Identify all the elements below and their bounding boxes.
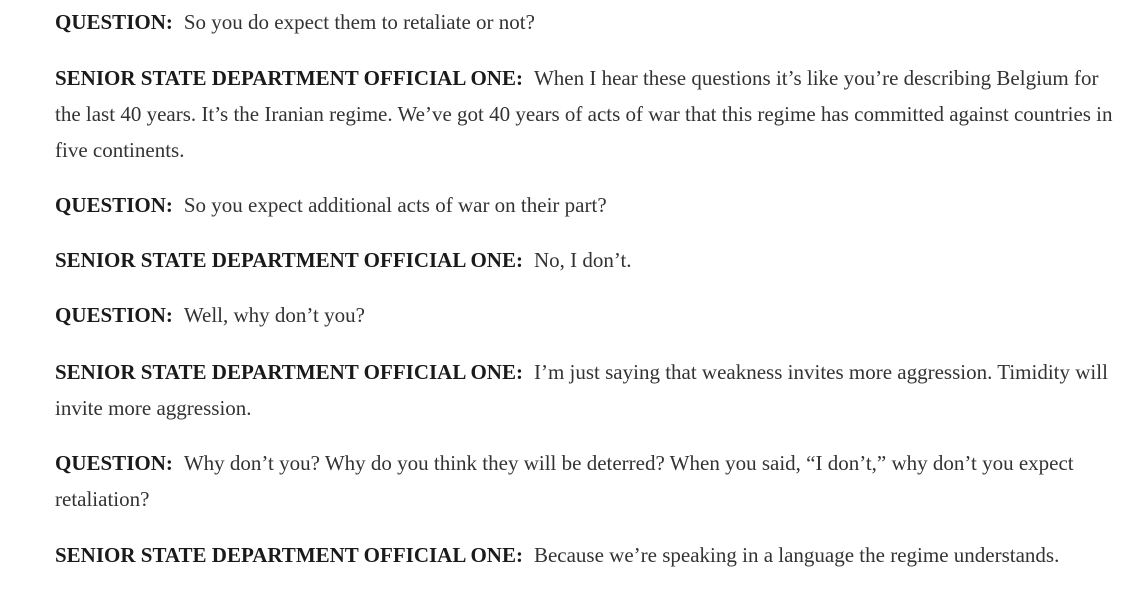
- exchange-text: Well, why don’t you?: [183, 303, 365, 327]
- exchange-answer-3: [55, 354, 1115, 426]
- exchange-text: So you do expect them to retaliate or not?: [183, 10, 535, 34]
- exchange-text: No, I don’t.: [533, 248, 632, 272]
- speaker-label: SENIOR STATE DEPARTMENT OFFICIAL ONE:: [55, 543, 523, 567]
- speaker-label: SENIOR STATE DEPARTMENT OFFICIAL ONE:: [55, 248, 523, 272]
- exchange-question-1: [55, 4, 1115, 40]
- exchange-text: I’m just saying that weakness invites more aggression. Timidity will invite more aggression.: [55, 360, 1108, 420]
- speaker-label: QUESTION:: [55, 451, 173, 475]
- exchange-question-4: [55, 445, 1115, 517]
- exchange-text: Because we’re speaking in a language the regime understands.: [533, 543, 1060, 567]
- exchange-text: So you expect additional acts of war on their part?: [183, 193, 607, 217]
- speaker-label: QUESTION:: [55, 303, 173, 327]
- exchange-text: When I hear these questions it’s like you’re describing Belgium for the last 40 years. It’s the Iranian regime. We’ve got 40 years of acts of war that this regime has committed against countries in five continents.: [55, 66, 1113, 162]
- exchange-text: Why don’t you? Why do you think they will be deterred? When you said, “I don’t,” why don’t you expect retaliation?: [55, 451, 1074, 511]
- speaker-label: SENIOR STATE DEPARTMENT OFFICIAL ONE:: [55, 66, 523, 90]
- speaker-label: SENIOR STATE DEPARTMENT OFFICIAL ONE:: [55, 360, 523, 384]
- exchange-answer-2: [55, 242, 1115, 278]
- exchange-question-2: [55, 187, 1115, 223]
- speaker-label: QUESTION:: [55, 193, 173, 217]
- exchange-answer-1: [55, 60, 1115, 168]
- exchange-answer-4: [55, 537, 1115, 573]
- speaker-label: QUESTION:: [55, 10, 173, 34]
- exchange-question-3: [55, 297, 1115, 333]
